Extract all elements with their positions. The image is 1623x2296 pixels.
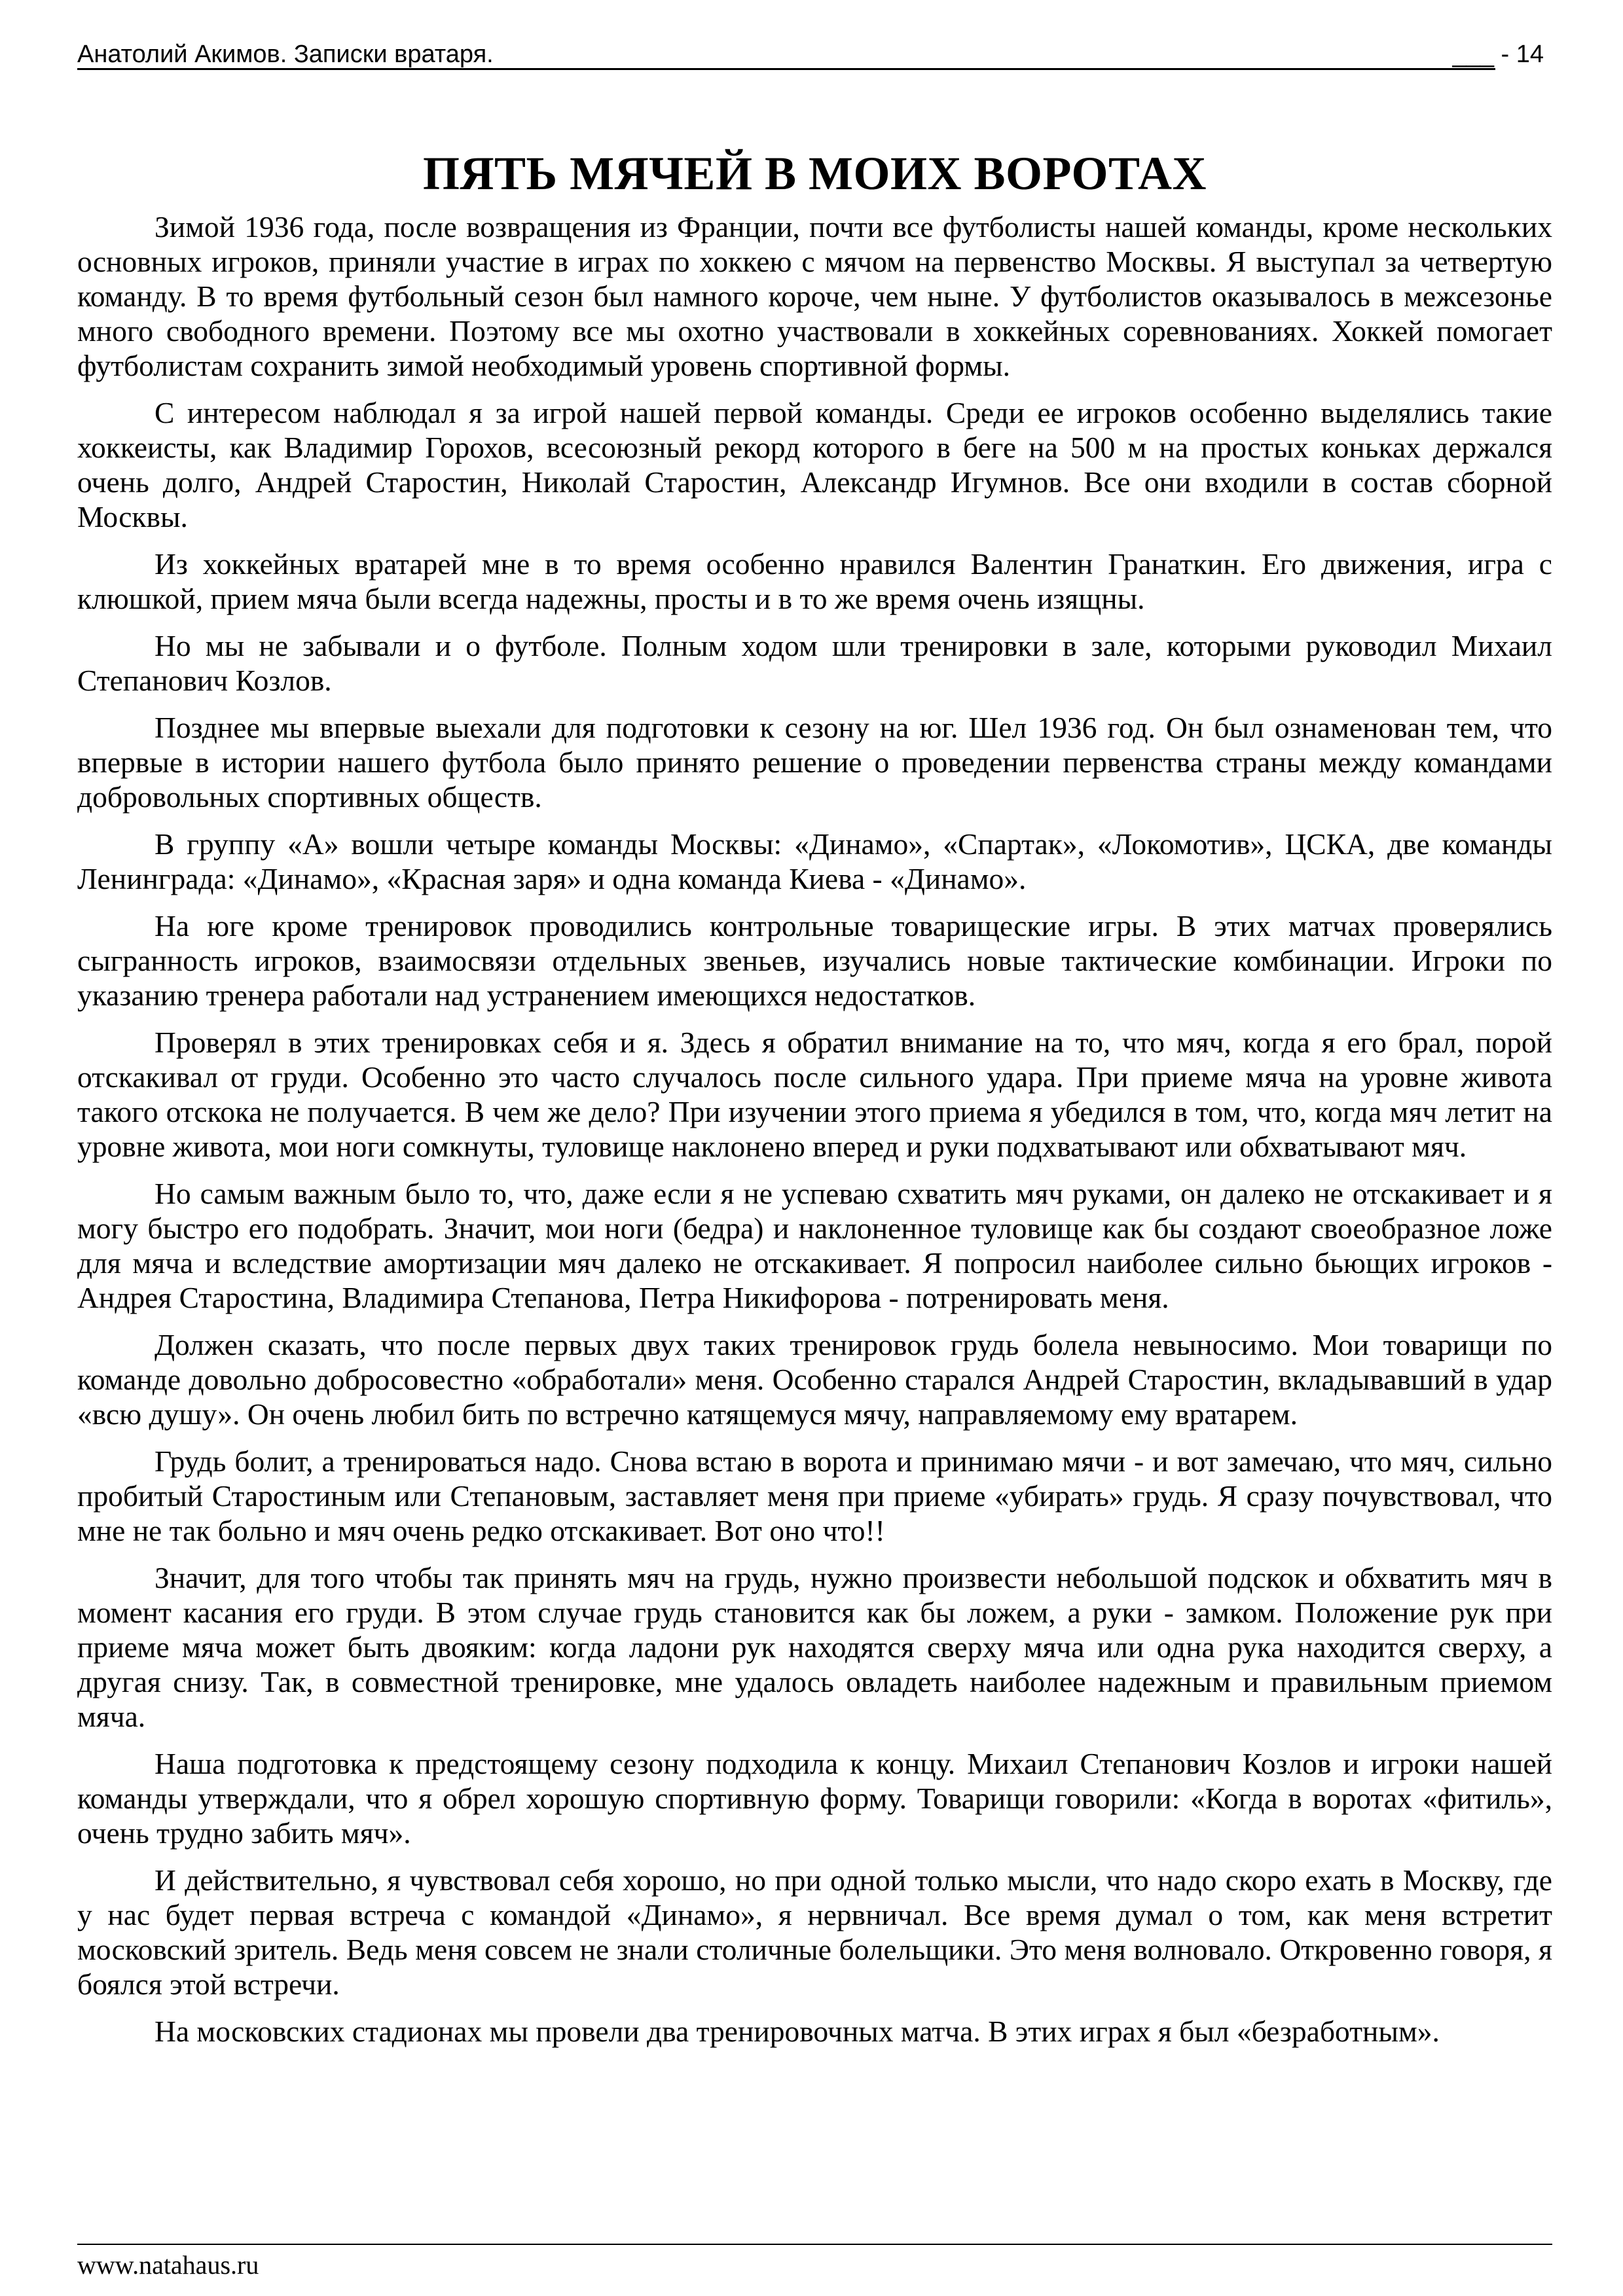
- paragraph: С интересом наблюдал я за игрой нашей первой команды. Среди ее игроков особенно выделялись такие хоккеисты, как Владимир Горохов, всесоюзный рекорд которого в беге на 500 м на простых коньках держался очень долго, Андрей Старостин, Николай Старостин, Александр Игумнов. Все они входили в состав сборной Москвы.: [77, 396, 1552, 533]
- paragraph: Из хоккейных вратарей мне в то время особенно нравился Валентин Гранаткин. Его движения, игра с клюшкой, прием мяча были всегда надежны, просты и в то же время очень изящны.: [77, 547, 1552, 615]
- running-header: [77, 38, 1544, 71]
- paragraph: Зимой 1936 года, после возвращения из Франции, почти все футболисты нашей команды, кроме нескольких основных игроков, приняли участие в играх по хоккею с мячом на первенство Москвы. Я выступал за четвертую команду. В то время футбольный сезон был намного короче, чем ныне. У футболистов оказывалось в межсезонье много свободного времени. Поэтому все мы охотно участвовали в хоккейных соревнованиях. Хоккей помогает футболистам сохранить зимой необходимый уровень спортивной формы.: [77, 210, 1552, 382]
- paragraph: Значит, для того чтобы так принять мяч на грудь, нужно произвести небольшой подскок и обхватить мяч в момент касания его груди. В этом случае грудь становится как бы ложем, а руки - замком. Положение рук при приеме мяча может быть двояким: когда ладони рук находятся сверху мяча или одна рука находится сверху, а другая снизу. Так, в совместной тренировке, мне удалось овладеть наиболее надежным и правильным приемом мяча.: [77, 1561, 1552, 1733]
- paragraph: В группу «А» вошли четыре команды Москвы: «Динамо», «Спартак», «Локомотив», ЦСКА, две команды Ленинграда: «Динамо», «Красная заря» и одна команда Киева - «Динамо».: [77, 827, 1552, 895]
- paragraph: Позднее мы впервые выехали для подготовки к сезону на юг. Шел 1936 год. Он был ознаменован тем, что впервые в истории нашего футбола было принято решение о проведении первенства страны между командами добровольных спортивных обществ.: [77, 711, 1552, 814]
- header-rule: [77, 68, 1495, 70]
- chapter-title: ПЯТЬ МЯЧЕЙ В МОИХ ВОРОТАХ: [423, 147, 1207, 200]
- body-text: [77, 209, 1552, 2061]
- paragraph: Но самым важным было то, что, даже если я не успеваю схватить мяч руками, он далеко не отскакивает и я могу быстро его подобрать. Значит, мои ноги (бедра) и наклоненное туловище как бы создают своеобразное ложе для мяча и вследствие амортизации мяч далеко не отскакивает. Я попросил наиболее сильно бьющих игроков - Андрея Старостина, Владимира Степанова, Петра Никифорова - потренировать меня.: [77, 1177, 1552, 1314]
- header-book-title: Анатолий Акимов. Записки вратаря.: [77, 41, 494, 68]
- header-page-number: ___ - 14: [1452, 41, 1544, 68]
- paragraph: На московских стадионах мы провели два тренировочных матча. В этих играх я был «безработным».: [155, 2015, 1440, 2048]
- paragraph: И действительно, я чувствовал себя хорошо, но при одной только мысли, что надо скоро ехать в Москву, где у нас будет первая встреча с командой «Динамо», я нервничал. Все время думал о том, как меня встретит московский зритель. Ведь меня совсем не знали столичные болельщики. Это меня волновало. Откровенно говоря, я боялся этой встречи.: [77, 1863, 1552, 2001]
- paragraph: Грудь болит, а тренироваться надо. Снова встаю в ворота и принимаю мячи - и вот замечаю, что мяч, сильно пробитый Старостиным или Степановым, заставляет меня при приеме «убирать» грудь. Я сразу почувствовал, что мне не так больно и мяч очень редко отскакивает. Вот оно что!!: [77, 1444, 1552, 1547]
- paragraph: Наша подготовка к предстоящему сезону подходила к концу. Михаил Степанович Козлов и игроки нашей команды утверждали, что я обрел хорошую спортивную форму. Товарищи говорили: «Когда в воротах «фитиль», очень трудно забить мяч».: [77, 1747, 1552, 1850]
- paragraph: На юге кроме тренировок проводились контрольные товарищеские игры. В этих матчах проверялись сыгранность игроков, взаимосвязи отдельных звеньев, изучались новые тактические комбинации. Игроки по указанию тренера работали над устранением имеющихся недостатков.: [77, 909, 1552, 1012]
- footer-rule: [77, 2244, 1552, 2245]
- paragraph: Но мы не забывали и о футболе. Полным ходом шли тренировки в зале, которыми руководил Михаил Степанович Козлов.: [77, 629, 1552, 697]
- footer-website-link[interactable]: www.natahaus.ru: [77, 2250, 259, 2280]
- paragraph: Проверял в этих тренировках себя и я. Здесь я обратил внимание на то, что мяч, когда я его брал, порой отскакивал от груди. Особенно это часто случалось после сильного удара. При приеме мяча на уровне живота такого отскока не получается. В чем же дело? При изучении этого приема я убедился в том, что, когда мяч летит на уровне живота, мои ноги сомкнуты, туловище наклонено вперед и руки подхватывают или обхватывают мяч.: [77, 1026, 1552, 1163]
- paragraph: Должен сказать, что после первых двух таких тренировок грудь болела невыносимо. Мои товарищи по команде довольно добросовестно «обработали» меня. Особенно старался Андрей Старостин, вкладывавший в удар «всю душу». Он очень любил бить по встречно катящемуся мячу, направляемому ему вратарем.: [77, 1328, 1552, 1431]
